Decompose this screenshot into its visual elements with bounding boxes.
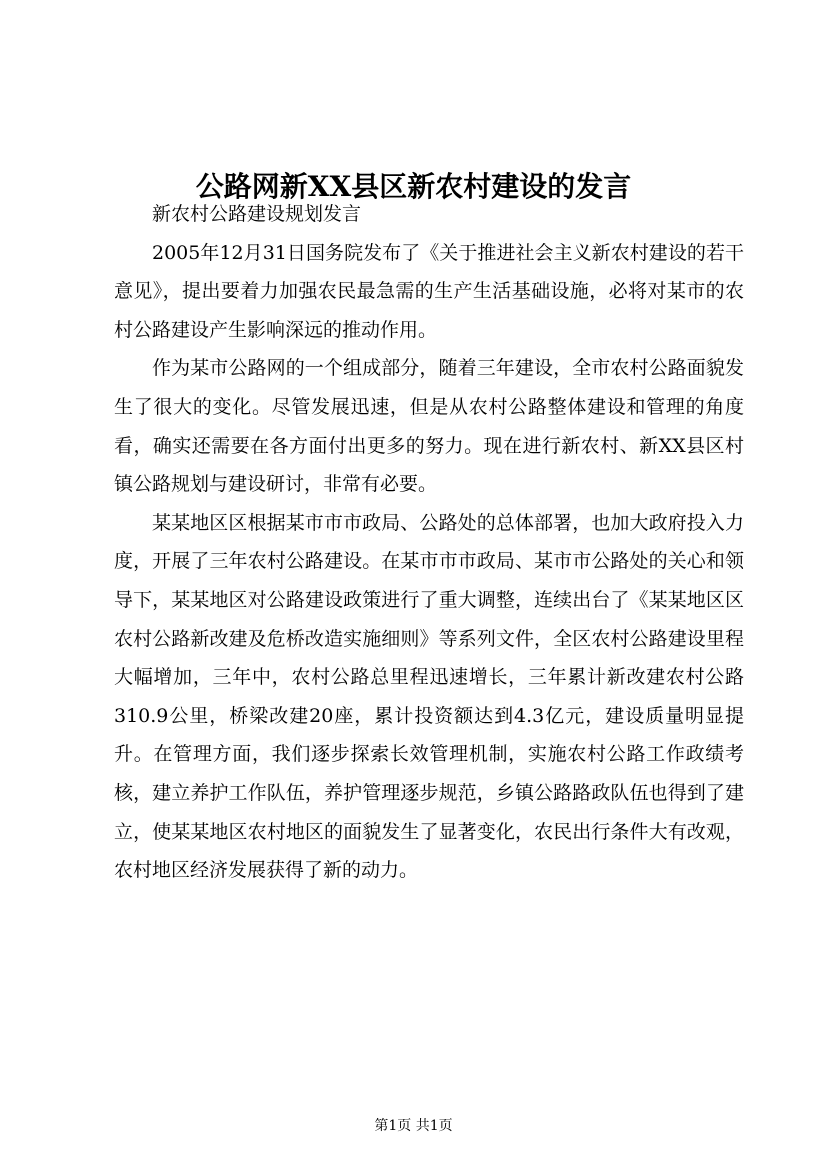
paragraph-1: 2005年12月31日国务院发布了《关于推进社会主义新农村建设的若干意见》，提出要着力加强农民最急需的生产生活基础设施，必将对某市的农村公路建设产生影响深远的推动作用。 — [114, 241, 744, 341]
paragraph-2: 作为某市公路网的一个组成部分，随着三年建设，全市农村公路面貌发生了很大的变化。尽管发展迅速，但是从农村公路整体建设和管理的角度看，确实还需要在各方面付出更多的努力。现在进行新农村、新XX县区村镇公路规划与建设研讨，非常有必要。 — [114, 357, 744, 496]
paragraph-3: 某某地区区根据某市市市政局、公路处的总体部署，也加大政府投入力度，开展了三年农村公路建设。在某市市市政局、某市市公路处的关心和领导下，某某地区对公路建设政策进行了重大调整，连续出台了《某某地区区农村公路新改建及危桥改造实施细则》等系列文件，全区农村公路建设里程大幅增加，三年中，农村公路总里程迅速增长，三年累计新改建农村公路310.9公里，桥梁改建20座，累计投资额达到4.3亿元，建设质量明显提升。在管理方面，我们逐步探索长效管理机制，实施农村公路工作政绩考核，建立养护工作队伍，养护管理逐步规范，乡镇公路路政队伍也得到了建立，使某某地区农村地区的面貌发生了显著变化，农民出行条件大有改观，农村地区经济发展获得了新的动力。 — [114, 511, 744, 882]
document-subtitle: 新农村公路建设规划发言 — [152, 203, 362, 225]
document-title: 公路网新XX县区新农村建设的发言 — [195, 169, 632, 203]
document-body — [114, 195, 744, 890]
page-footer: 第1页 共1页 — [374, 1118, 453, 1134]
